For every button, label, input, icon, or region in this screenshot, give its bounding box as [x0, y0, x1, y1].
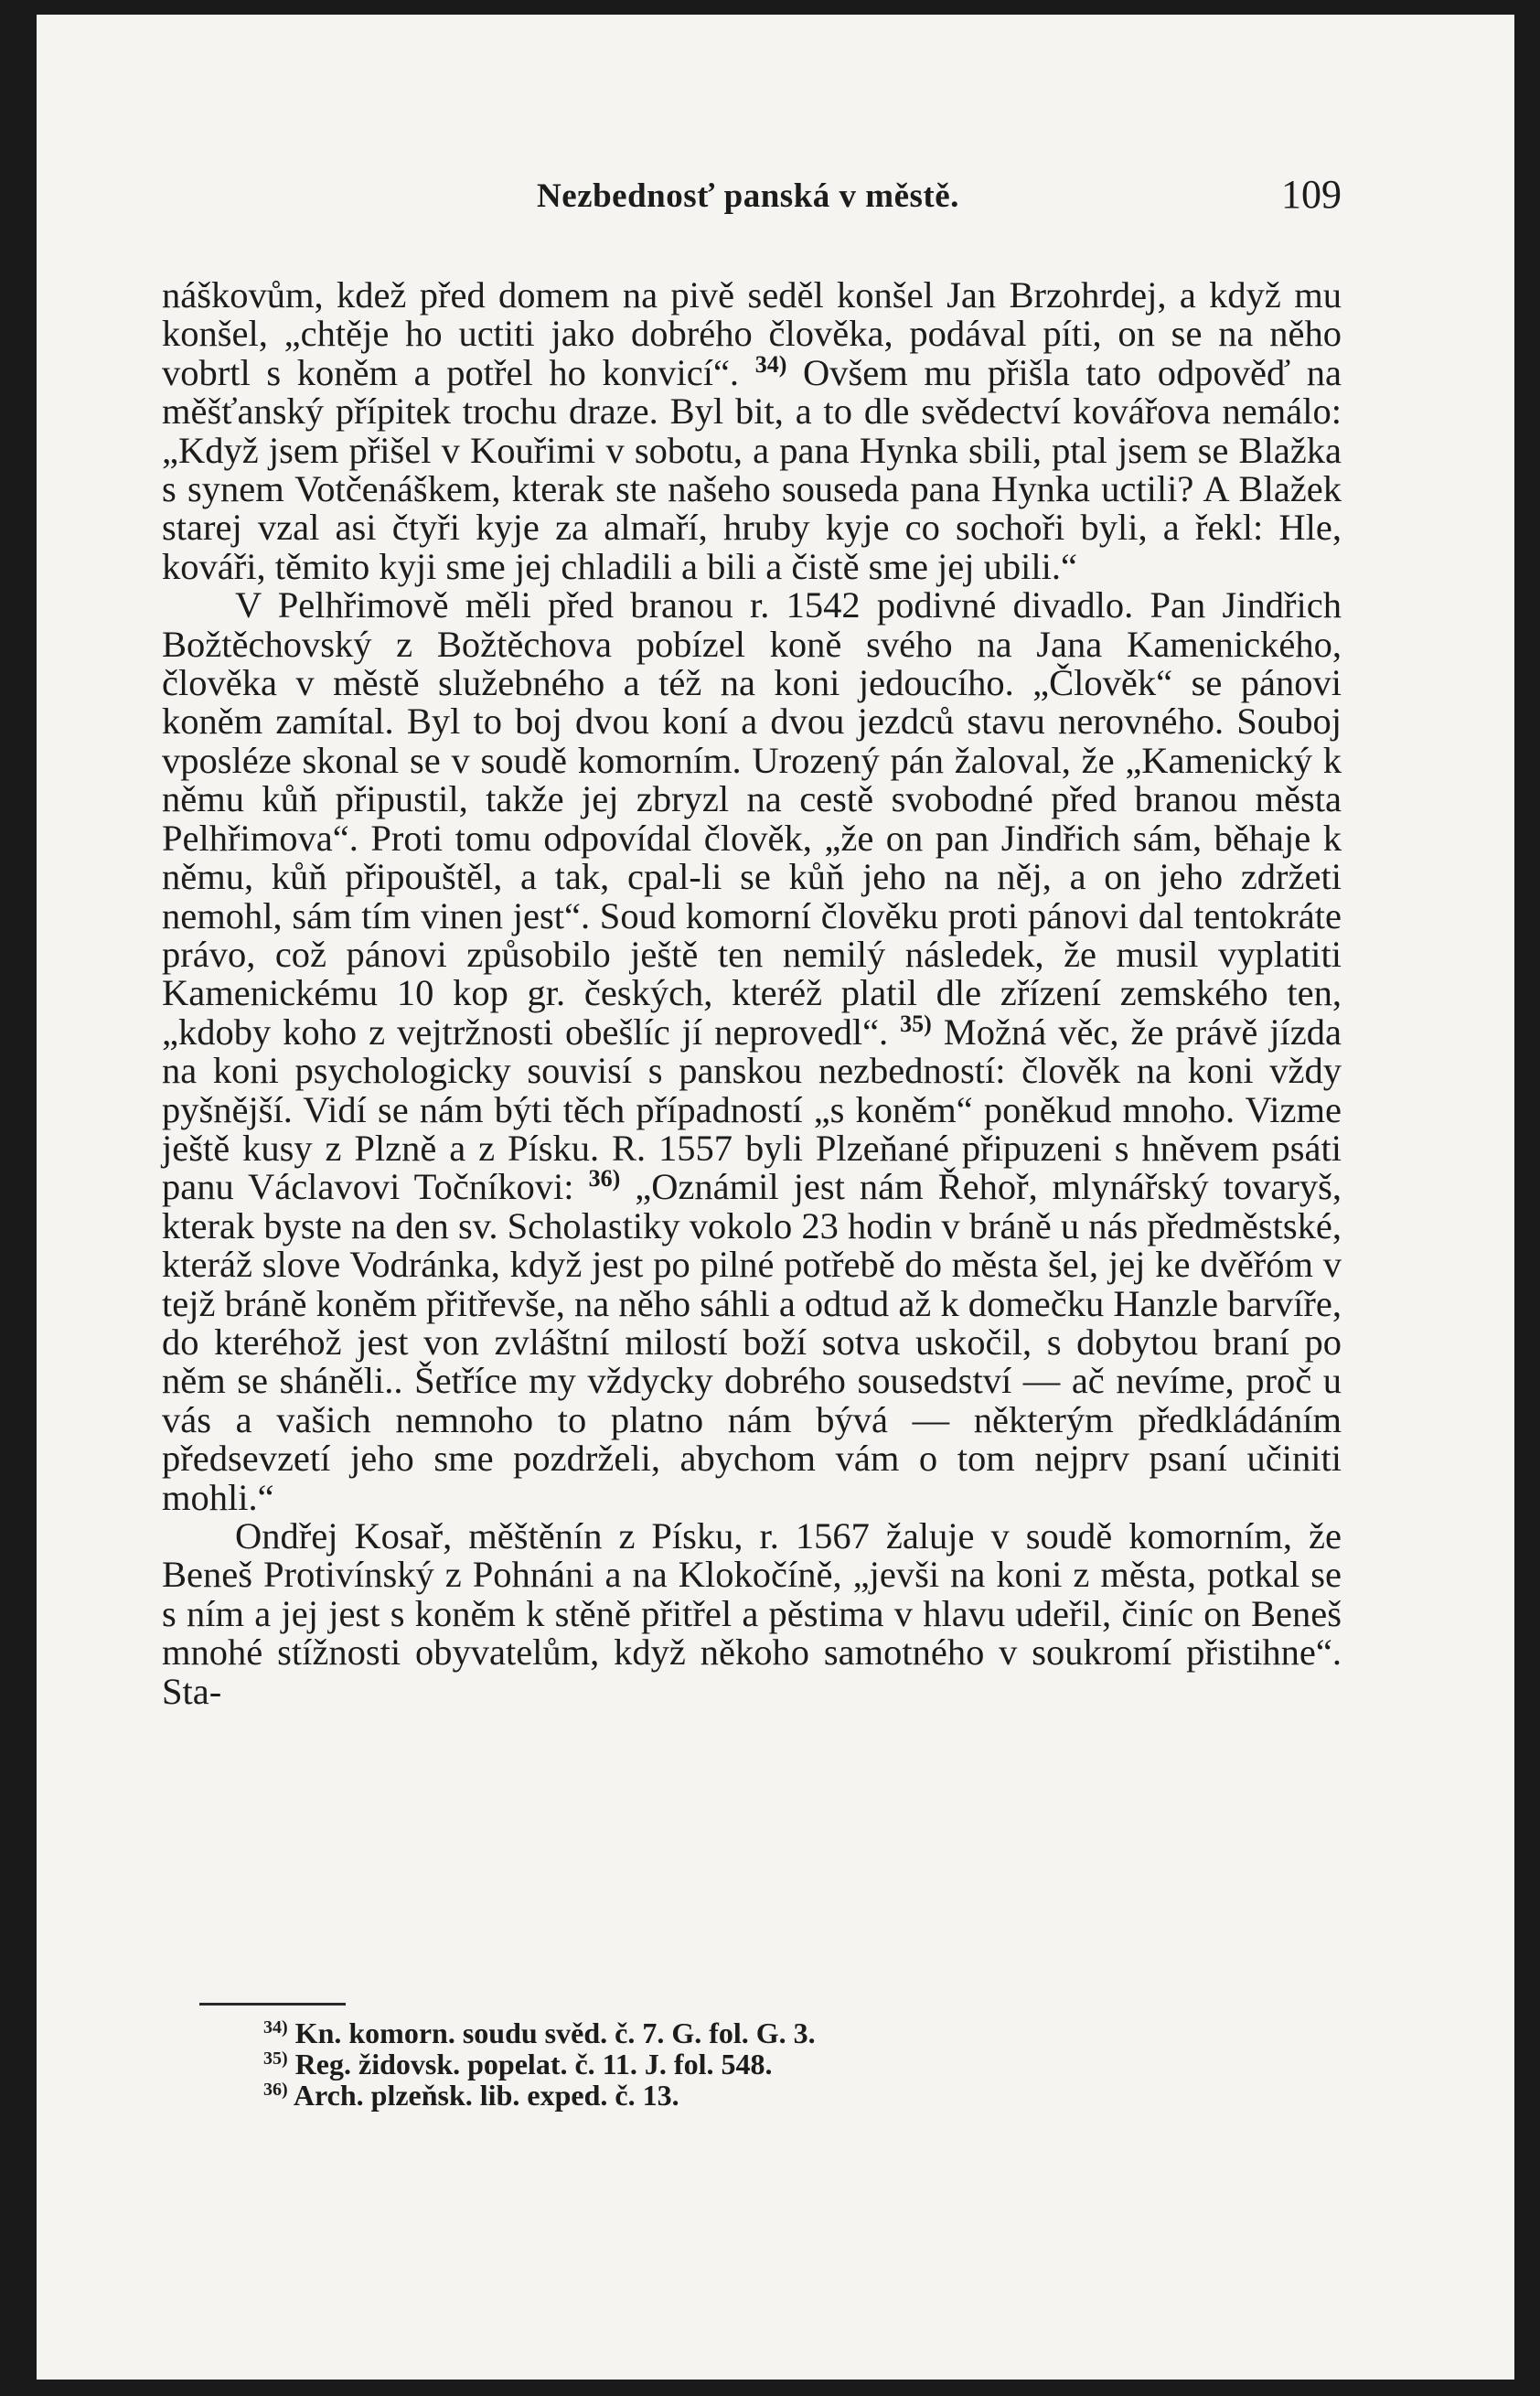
paragraph-text: Ondřej Kosař, měštěnín z Písku, r. 1567 žaluje v soudě komorním, že Beneš Protivínský z Pohnáni a na Klokočíně, „jevši na koni z města, potkal se s ním a jej jest s koněm k stěně přitřel a pěstima v hlavu udeřil, činíc on Beneš mnohé stížnosti obyvatelům, když někoho samotného v soukromí přistihne“. Sta- — [162, 1515, 1342, 1712]
footnote — [263, 2048, 1178, 2080]
running-head — [162, 164, 1342, 219]
footnote — [263, 2017, 1178, 2048]
paragraph-text: V Pelhřimově měli před branou r. 1542 podivné divadlo. Pan Jindřich Božtěchovský z Božtěchova pobízel koně svého na Jana Kamenického, člověka v městě služebného a též na koni jedoucího. „Člověk“ se pánovi koněm zamítal. Byl to boj dvou koní a dvou jezdců stavu nerovného. Souboj vposléze skonal se v soudě komorním. Urozený pán žaloval, že „Kamenický k němu kůň připustil, takže jej zbryzl na cestě svobodné před branou města Pelhřimova“. Proti tomu odpovídal člověk, „že on pan Jindřich sám, běhaje k němu, kůň připouštěl, a tak, cpal-li se kůň jeho na něj, a on jeho zdržeti nemohl, sám tím vinen jest“. Soud komorní člověku proti pánovi dal tentokráte právo, což pánovi způsobilo ještě ten nemilý následek, že musil vyplatiti Kamenickému 10 kop gr. českých, kteréž platil dle zřízení zemského ten, „kdoby koho z vejtržnosti obešlíc jí neprovedl“. — [162, 584, 1342, 1053]
footnotes — [263, 2017, 1178, 2111]
paragraph-text: Možná věc, že právě jízda na koni psychologicky souvisí s panskou nezbedností: člověk na koni vždy pyšnější. Vidí se nám býti těch případností „s koněm“ poněkud mnoho. Vizme ještě kusy z Plzně a z Písku. R. 1557 byli Plzeňané připuzeni s hněvem psáti panu Václavovi Točníkovi: — [162, 1011, 1342, 1208]
paragraph — [162, 586, 1342, 1517]
scan-left-border — [0, 0, 37, 2396]
body-text — [162, 276, 1342, 1711]
footnote-reference: 35) — [900, 1010, 932, 1037]
paragraph — [162, 276, 1342, 586]
paragraph-text: „Oznámil jest nám Řehoř, mlynářský tovaryš, kterak byste na den sv. Scholastiky vokolo 23 hodin v bráně u nás předměstské, kteráž slove Vodránka, když jest po pilné potřebě do města šel, jej ke dvěřóm v tejž bráně koněm přitřevše, na něho sáhli a odtud až k domečku Hanzle barvíře, do kteréhož jest von zvláštní milostí boží sotva uskočil, s dobytou braní po něm se sháněli.. Šetříce my vždycky dobrého sousedství — ač nevíme, proč u vás a vašich nemnoho to platno nám bývá — některým předkládáním předsevzetí jeho sme pozdrželi, abychom vám o tom nejprv psaní učiniti mohli.“ — [162, 1166, 1342, 1518]
footnote-text: Arch. plzeňsk. lib. exped. č. 13. — [287, 2079, 679, 2112]
footnote-number: 36) — [263, 2080, 288, 2100]
page-number: 109 — [1281, 172, 1342, 217]
paragraph-text: Ovšem mu přišla tato odpověď na měšťanský přípitek trochu draze. Byl bit, a to dle svědectví kovářova nemálo: „Když jsem přišel v Kouřimi v sobotu, a pana Hynka sbili, ptal jsem se Blažka s synem Votčenáškem, kterak ste našeho souseda pana Hynka uctili? A Blažek starej vzal asi čtyři kyje za almaří, hruby kyje co sochoři byli, a řekl: Hle, kováři, těmito kyji sme jej chladili a bili a čistě sme jej ubili.“ — [162, 351, 1342, 587]
footnote-divider — [199, 2003, 346, 2006]
footnote-reference: 34) — [754, 350, 787, 378]
book-page — [37, 15, 1514, 2380]
running-title: Nezbednosť panská v městě. — [537, 177, 959, 215]
footnote — [263, 2080, 1178, 2111]
footnote-text: Reg. židovsk. popelat. č. 11. J. fol. 548. — [287, 2048, 773, 2080]
paragraph-text: náškovům, kdež před domem na pivě seděl konšel Jan Brzohrdej, a když mu konšel, „chtěje ho uctiti jako dobrého člověka, podával píti, on se na něho vobrtl s koněm a potřel ho konvicí“. — [162, 274, 1342, 393]
footnote-reference: 36) — [588, 1165, 621, 1193]
footnote-text: Kn. komorn. soudu svěd. č. 7. G. fol. G. 3. — [287, 2016, 816, 2049]
footnote-number: 34) — [263, 2017, 288, 2038]
paragraph — [162, 1517, 1342, 1711]
footnote-number: 35) — [263, 2048, 288, 2069]
